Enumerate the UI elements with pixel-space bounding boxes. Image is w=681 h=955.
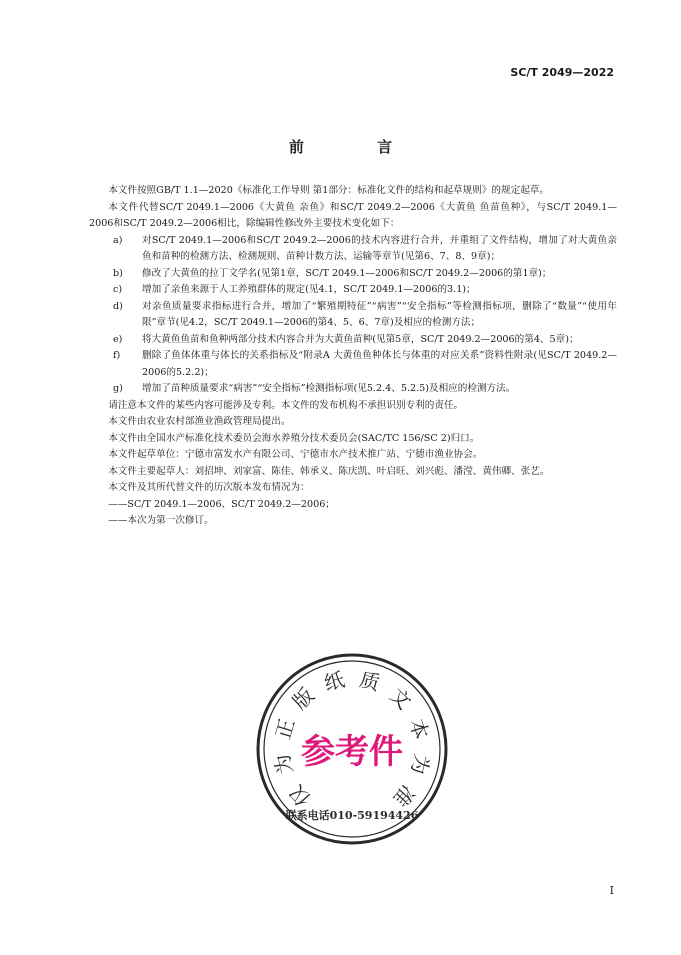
history-item: ——SC/T 2049.1—2006、SC/T 2049.2—2006； (108, 498, 335, 510)
paragraph-drafting-rule: 本文件按照GB/T 1.1—2020《标准化工作导则 第1部分：标准化文件的结构和起草规则》的规定起草。 (108, 185, 549, 196)
note-history-intro: 本文件及其所代替文件的历次版本发布情况为： (108, 482, 310, 493)
change-label: a) (113, 234, 123, 246)
note-committee: 本文件由全国水产标准化技术委员会海水养殖分技术委员会(SAC/TC 156/SC 2)归口。 (108, 432, 480, 444)
stamp-arc-char: 为 (406, 751, 435, 777)
foreword-body (89, 183, 617, 530)
stamp-center-text: 参考件 (301, 732, 403, 772)
stamp-arc-char: 版 (287, 683, 319, 715)
change-label: b) (113, 267, 123, 279)
note-proposer: 本文件由农业农村部渔业渔政管理局提出。 (108, 416, 291, 427)
change-item (89, 299, 617, 332)
change-text: 删除了鱼体体重与体长的关系指标及“附录A 大黄鱼鱼种体长与体重的对应关系”资料性附录(见SC/T 2049.2—2006的5.2.2)； (142, 350, 617, 378)
change-label: f) (113, 350, 121, 361)
change-text: 增加了亲鱼来源于人工养殖群体的规定(见4.1，SC/T 2049.1—2006的3.1)； (142, 284, 476, 295)
stamp-phone-text: 联系电话010-59194426 (285, 809, 419, 822)
page-title: 前 言 (288, 138, 427, 156)
stamp-arc-char: 质 (356, 667, 383, 696)
change-label: d) (113, 300, 123, 312)
stamp-arc-char: 文 (385, 683, 417, 715)
stamp-arc-char: 正 (270, 715, 300, 742)
change-item (89, 266, 617, 283)
page-number: I (609, 884, 614, 897)
stamp-arc-char: 纸 (321, 667, 348, 696)
history-item: ——本次为第一次修订。 (108, 515, 214, 526)
note-drafters: 本文件主要起草人：刘招坤、刘家富、陈佳、韩承义、陈庆凯、叶启旺、刘兴彪、潘滢、黄伟卿、张艺。 (108, 465, 550, 477)
paragraph-replacement: 本文件代替SC/T 2049.1—2006《大黄鱼 亲鱼》和SC/T 2049.2—2006《大黄鱼 鱼苗鱼种》，与SC/T 2049.1—2006和SC/T 2049.2—2006相比，除编辑性修改外主要技术变化如下： (89, 201, 617, 229)
change-item (89, 348, 617, 381)
change-item (89, 332, 617, 349)
change-item (89, 381, 617, 398)
stamp-arc-char: 仅 (284, 780, 316, 812)
change-text: 将大黄鱼鱼苗和鱼种两部分技术内容合并为大黄鱼苗种(见第5章，SC/T 2049.2—2006的第4、5章)； (142, 333, 579, 345)
note-drafting-units: 本文件起草单位：宁德市富发水产有限公司、宁德市水产技术推广站、宁德市渔业协会。 (108, 449, 483, 460)
change-label: e) (113, 333, 123, 345)
change-label: g) (113, 383, 123, 394)
change-label: c) (113, 284, 123, 295)
change-text: 增加了苗种质量要求“病害”“安全指标”检测指标项(见5.2.4、5.2.5)及相应的检测方法。 (142, 383, 516, 394)
change-item (89, 282, 617, 299)
stamp-arc-char: 为 (269, 751, 298, 777)
reference-copy-stamp (254, 651, 450, 847)
change-text: 修改了大黄鱼的拉丁文学名(见第1章，SC/T 2049.1—2006和SC/T 2049.2—2006的第1章)； (142, 267, 552, 279)
stamp-arc-char: 本 (404, 715, 434, 742)
change-item (89, 233, 617, 266)
change-text: 对SC/T 2049.1—2006和SC/T 2049.2—2006的技术内容进行合并，并重组了文件结构，增加了对大黄鱼亲鱼和苗种的检测方法、检测规则、苗种计数方法、运输等章节(见第6、7、8、9章)； (142, 234, 617, 262)
change-text: 对亲鱼质量要求指标进行合并，增加了“繁殖期特征”“病害”“安全指标”等检测指标项，删除了“数量”“使用年限”章节(见4.2，SC/T 2049.1—2006的第4、5、6、7章)及相应的检测方法； (142, 300, 617, 328)
standard-code: SC/T 2049—2022 (510, 66, 614, 79)
stamp-arc-char: 准 (388, 780, 420, 812)
note-patent: 请注意本文件的某些内容可能涉及专利。本文件的发布机构不承担识别专利的责任。 (108, 399, 464, 411)
